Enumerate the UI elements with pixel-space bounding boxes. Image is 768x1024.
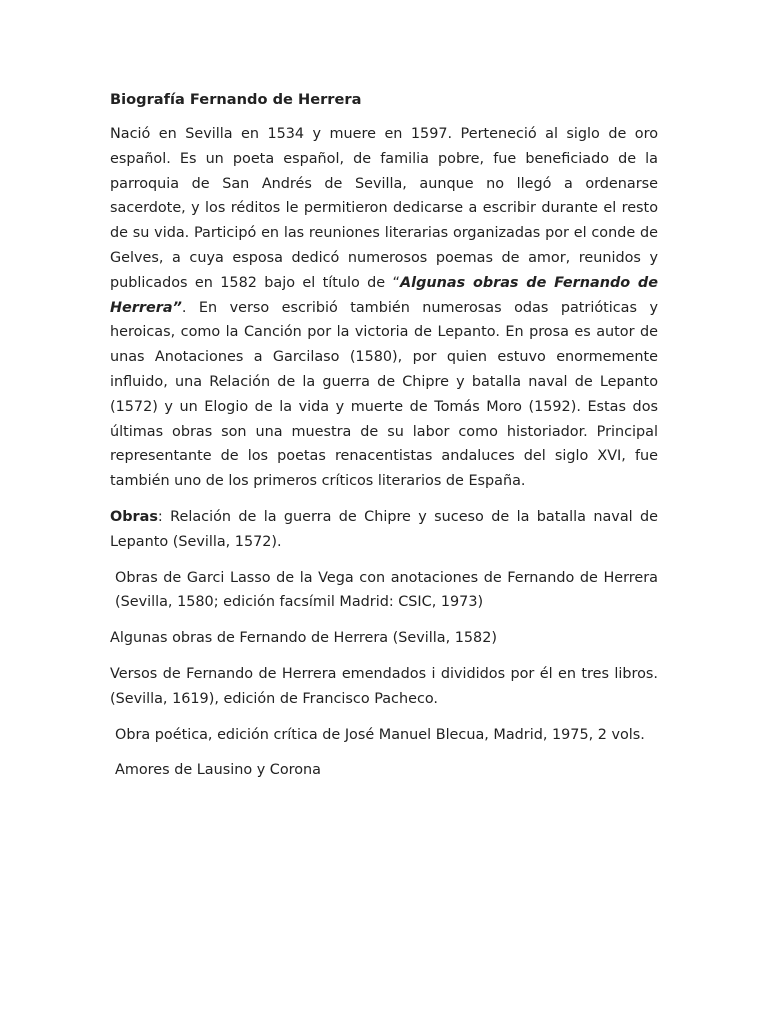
works-first-item [110, 505, 658, 555]
works-label: Obras [110, 508, 158, 525]
biography-text-end: . En verso escribió también numerosas odas patrióticas y heroicas, como la Canción por la victoria de Lepanto. En prosa es autor de unas Anotaciones a Garcilaso (1580), por quien estuvo enormemente influido, una Relación de la guerra de Chipre y batalla naval de Lepanto (1572) y un Elogio de la vida y muerte de Tomás Moro (1592). Estas dos últimas obras son una muestra de su labor como historiador. Principal representante de los poetas renacentistas andaluces del siglo XVI, fue también uno de los primeros críticos literarios de España. [110, 299, 658, 490]
works-first-item-text: : Relación de la guerra de Chipre y suceso de la batalla naval de Lepanto (Sevilla, 1572). [110, 508, 658, 550]
works-item: Amores de Lausino y Corona [115, 762, 321, 779]
works-item: Algunas obras de Fernando de Herrera (Sevilla, 1582) [110, 630, 497, 647]
biography-text-start: Nació en Sevilla en 1534 y muere en 1597. Perteneció al siglo de oro español. Es un poeta español, de familia pobre, fue beneficiado de la parroquia de San Andrés de Sevilla, aunque no llegó a ordenarse sacerdote, y los réditos le permitieron dedicarse a escribir durante el resto de su vida. Participó en las reuniones literarias organizadas por el conde de Gelves, a cuya esposa dedicó numerosos poemas de amor, reunidos y publicados en 1582 bajo el título de “ [110, 126, 658, 291]
document-title: Biografía Fernando de Herrera [110, 91, 362, 108]
biography-paragraph [110, 122, 658, 494]
works-item: Obra poética, edición crítica de José Manuel Blecua, Madrid, 1975, 2 vols. [115, 726, 645, 743]
document-body [110, 88, 658, 794]
works-item: Versos de Fernando de Herrera emendados i divididos por él en tres libros. (Sevilla, 1619), edición de Francisco Pacheco. [110, 665, 658, 707]
works-item: Obras de Garci Lasso de la Vega con anotaciones de Fernando de Herrera (Sevilla, 1580; edición facsímil Madrid: CSIC, 1973) [115, 569, 658, 611]
book-title-emphasis: Algunas obras de Fernando de Herrera” [110, 274, 658, 316]
